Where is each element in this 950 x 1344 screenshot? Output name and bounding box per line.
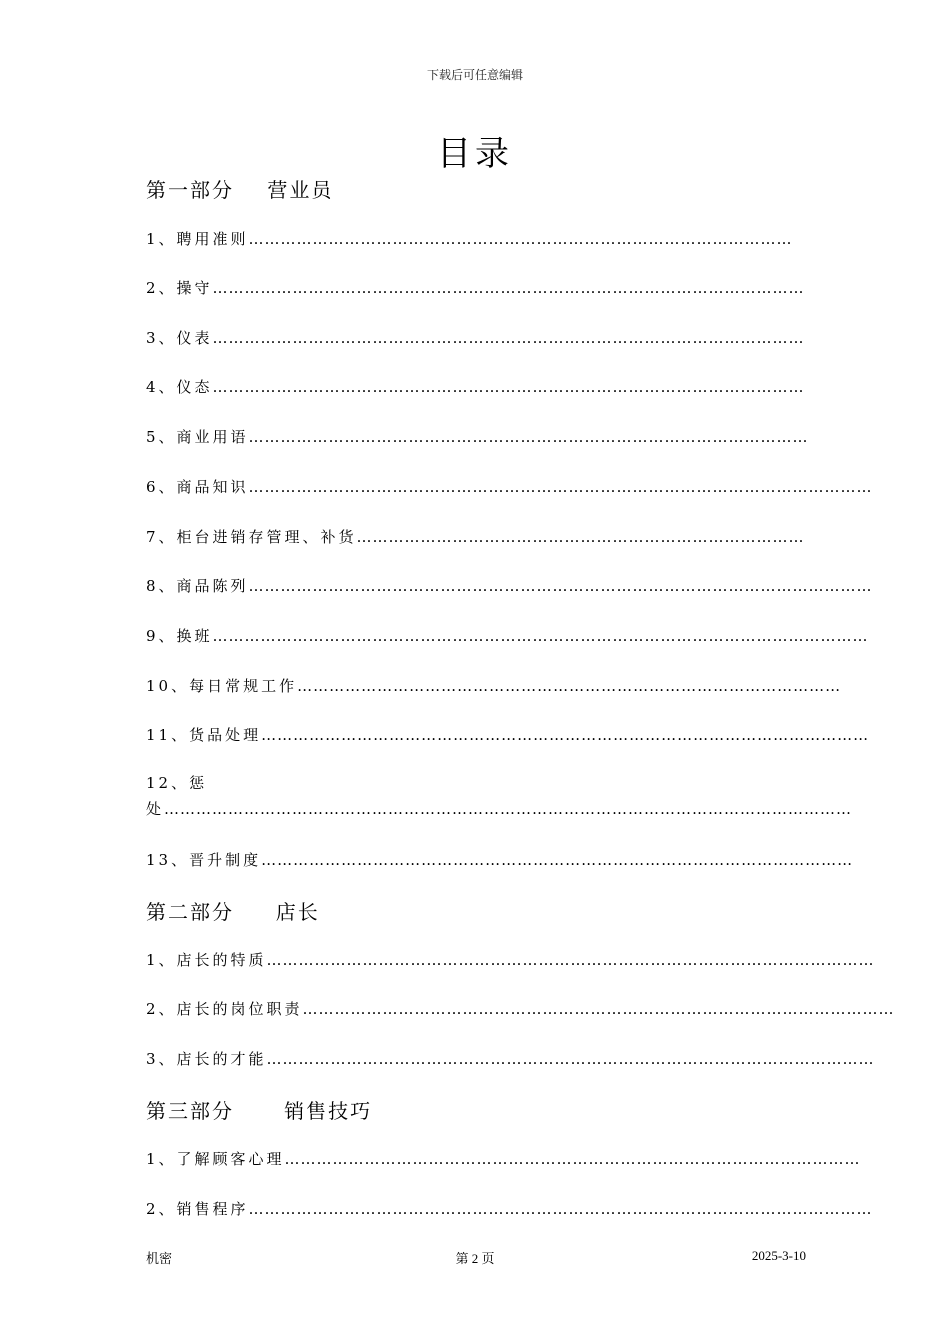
toc-entry[interactable] [146,1148,861,1169]
footer-confidential: 机密 [146,1251,173,1266]
toc-entry-label: 2、店长的岗位职责 [146,1000,303,1018]
toc-entry-label: 2、销售程序 [146,1200,249,1218]
toc-entry[interactable] [146,277,805,298]
toc-entry[interactable] [146,998,895,1019]
toc-leader-dots: ………………………………………………………………………………………………… [212,279,805,297]
toc-leader-dots: ………………………………………………………………………………………………………………… [164,800,853,818]
toc-leader-dots: …………………………………………………………………………………………………………… [212,627,869,645]
toc-entry-label: 11、货品处理 [146,726,262,744]
toc-leader-dots: ……………………………………………………………………………………………………… [248,478,873,496]
toc-leader-dots: ……………………………………………………………………………………………………… [248,1200,873,1218]
toc-leader-dots: …………………………………………………………………………………………………… [261,726,870,744]
toc-entry-label: 12、惩处 [146,774,208,818]
toc-entry[interactable] [146,376,805,397]
toc-entry-label: 1、了解顾客心理 [146,1150,285,1168]
toc-leader-dots: …………………………………………………………………………………………………… [266,1050,875,1068]
toc-entry[interactable] [146,1048,875,1069]
toc-entry-label: 13、晋升制度 [146,851,262,869]
toc-leader-dots: ………………………………………………………………………………………………… [261,851,854,869]
toc-entry[interactable] [146,327,805,348]
toc-entry[interactable] [146,625,869,646]
toc-entry-label: 3、仪表 [146,329,213,347]
toc-entry[interactable] [146,724,869,745]
toc-entry-label: 9、换班 [146,627,213,645]
document-title: 目录 [437,134,513,174]
toc-leader-dots: ………………………………………………………………………………………………… [212,378,805,396]
toc-leader-dots: ………………………………………………………………………………………………… [302,1000,895,1018]
toc-leader-dots: ……………………………………………………………………………………………… [284,1150,861,1168]
toc-leader-dots: ………………………………………………………………………………………… [248,230,793,248]
footer-date: 2025-3-10 [751,1248,806,1263]
toc-entry[interactable] [146,1198,873,1219]
part-2-heading: 第二部分 店长 [146,900,320,924]
toc-entry[interactable] [146,526,805,547]
toc-entry[interactable] [146,949,875,970]
toc-entry[interactable] [146,575,873,596]
toc-entry-label: 6、商品知识 [146,478,249,496]
toc-entry[interactable] [146,849,853,870]
toc-entry[interactable] [146,770,853,822]
toc-leader-dots: …………………………………………………………………………………………… [248,428,809,446]
footer-page-number: 第 2 页 [455,1251,495,1266]
toc-entry-label: 10、每日常规工作 [146,677,298,695]
toc-entry[interactable] [146,228,793,249]
toc-entry[interactable] [146,426,809,447]
toc-entry-label: 1、聘用准则 [146,230,249,248]
toc-entry-label: 7、柜台进销存管理、补货 [146,528,357,546]
toc-leader-dots: …………………………………………………………………………………………………… [266,951,875,969]
toc-entry-label: 1、店长的特质 [146,951,267,969]
toc-leader-dots: ……………………………………………………………………………………………………… [248,577,873,595]
toc-entry[interactable] [146,476,873,497]
toc-entry-label: 8、商品陈列 [146,577,249,595]
header-note: 下载后可任意编辑 [426,68,523,82]
toc-leader-dots: ………………………………………………………………………………………………… [212,329,805,347]
toc-entry-label: 4、仪态 [146,378,213,396]
toc-leader-dots: ………………………………………………………………………… [356,528,805,546]
toc-entry-label: 3、店长的才能 [146,1050,267,1068]
toc-entry-label: 5、商业用语 [146,428,249,446]
part-3-heading: 第三部分 销售技巧 [146,1099,373,1123]
toc-entry[interactable] [146,675,841,696]
toc-entry-label: 2、操守 [146,279,213,297]
part-1-heading: 第一部分 营业员 [146,178,334,202]
toc-leader-dots: ………………………………………………………………………………………… [297,677,842,695]
